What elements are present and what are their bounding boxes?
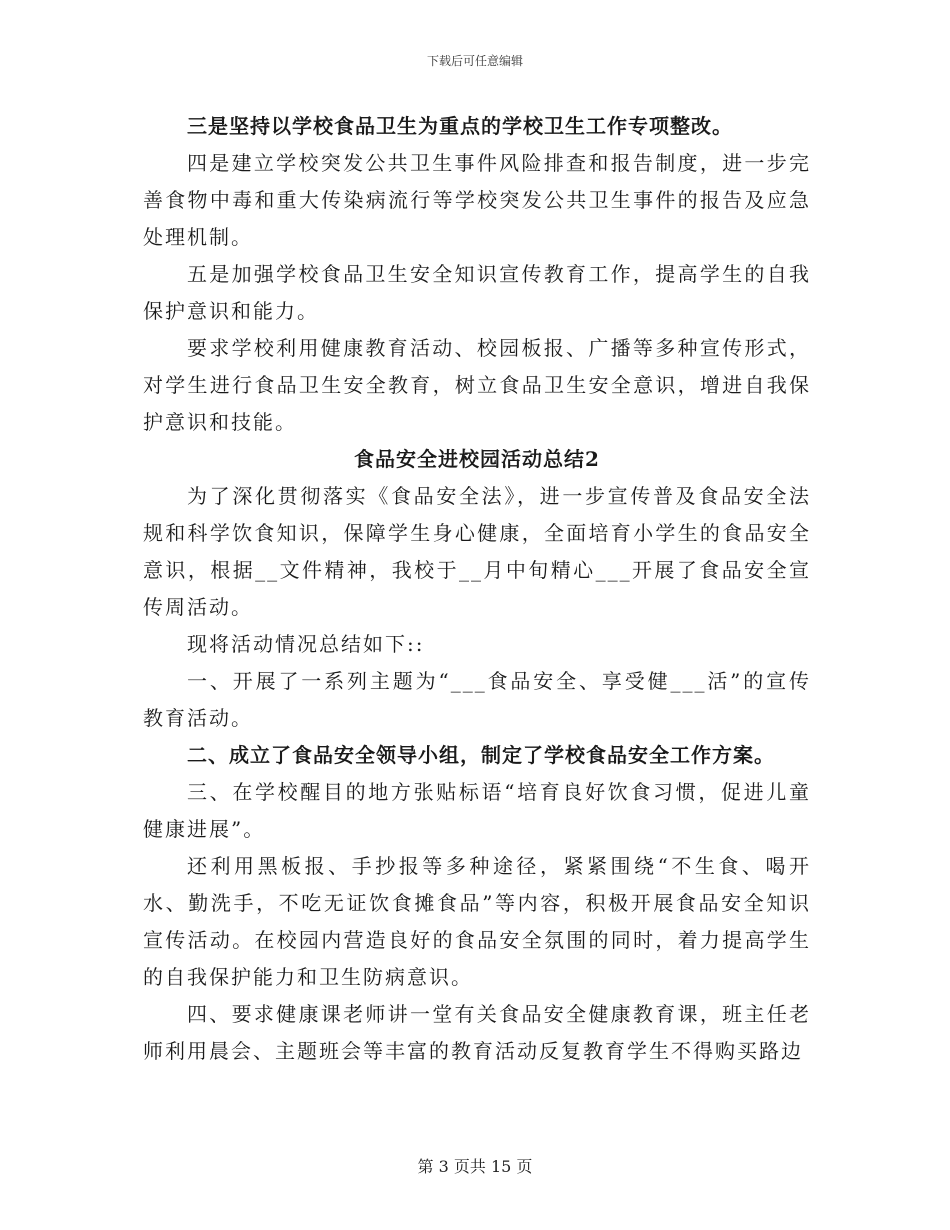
paragraph-item-1: 一、开展了一系列主题为“___食品安全、享受健___活”的宣传教育活动。	[143, 669, 811, 730]
paragraph-4: 四是建立学校突发公共卫生事件风险排查和报告制度，进一步完善食物中毒和重大传染病流行等学校突发公共卫生事件的报告及应急处理机制。	[143, 151, 811, 249]
page-number: 第 3 页共 15 页	[417, 1157, 533, 1176]
paragraph-intro: 为了深化贯彻落实《食品安全法》，进一步宣传普及食品安全法规和科学饮食知识，保障学生身心健康，全面培育小学生的食品安全意识，根据__文件精神，我校于__月中旬精心___开展了食品安全宣传周活动。	[143, 484, 811, 619]
section-title: 食品安全进校园活动总结2	[354, 447, 600, 471]
paragraph-summary-lead: 现将活动情况总结如下::	[187, 632, 425, 656]
paragraph-item-2: 二、成立了食品安全领导小组，制定了学校食品安全工作方案。	[187, 743, 775, 767]
paragraph-5: 五是加强学校食品卫生安全知识宣传教育工作，提高学生的自我保护意识和能力。	[143, 262, 811, 323]
paragraph-item-3: 三、在学校醒目的地方张贴标语“培育良好饮食习惯，促进儿童健康进展”。	[143, 780, 811, 841]
paragraph-3: 三是坚持以学校食品卫生为重点的学校卫生工作专项整改。	[187, 114, 733, 138]
paragraph-item-3-detail: 还利用黑板报、手抄报等多种途径，紧紧围绕“不生食、喝开水、勤洗手，不吃无证饮食摊食品”等内容，积极开展食品安全知识宣传活动。在校园内营造良好的食品安全氛围的同时，着力提高学生的自我保护能力和卫生防病意识。	[143, 854, 811, 989]
document-body	[143, 108, 811, 1070]
paragraph-requirement: 要求学校利用健康教育活动、校园板报、广播等多种宣传形式，对学生进行食品卫生安全教育，树立食品卫生安全意识，增进自我保护意识和技能。	[143, 336, 811, 434]
paragraph-item-4: 四、要求健康课老师讲一堂有关食品安全健康教育课，班主任老师利用晨会、主题班会等丰富的教育活动反复教育学生不得购买路边	[143, 1002, 811, 1063]
header-note: 下载后可任意编辑	[426, 54, 523, 68]
